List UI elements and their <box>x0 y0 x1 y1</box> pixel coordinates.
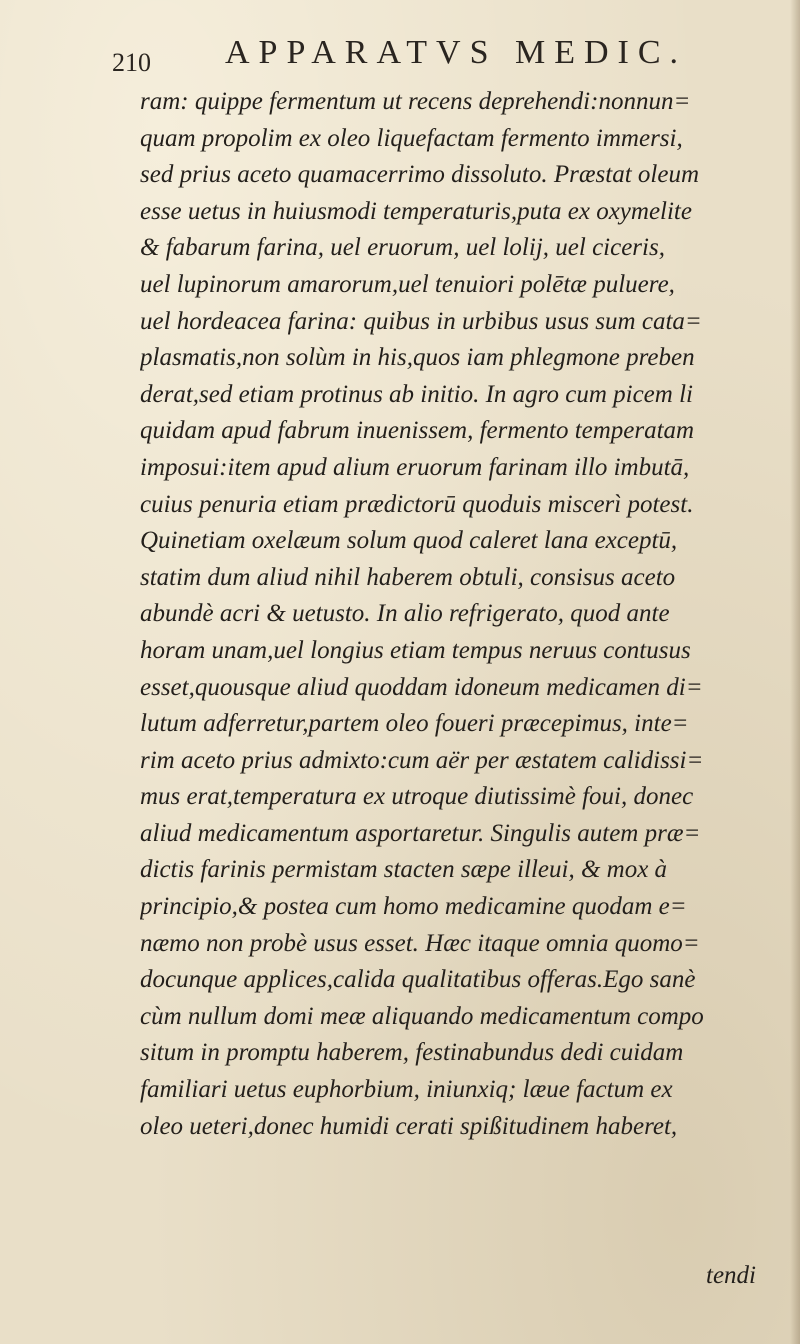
text-line: derat,sed etiam protinus ab initio. In agro cum picem li <box>140 380 693 408</box>
text-line: quidam apud fabrum inuenissem, fermento temperatam <box>140 417 695 445</box>
page-header <box>0 30 800 80</box>
text-line: docunque applices,calida qualitatibus offeras.Ego sanè <box>140 966 696 994</box>
text-line: dictis farinis permistam stacten sæpe illeui, & mox à <box>140 856 668 884</box>
text-line: sed prius aceto quamacerrimo dissoluto. Præstat oleum <box>140 161 700 189</box>
text-line: oleo ueteri,donec humidi cerati spißitudinem haberet, <box>140 1112 678 1140</box>
text-line: situm in promptu haberem, festinabundus dedi cuidam <box>140 1039 684 1067</box>
text-line: cuius penuria etiam prædictorū quoduis miscerì potest. <box>140 490 694 518</box>
text-line: & fabarum farina, uel eruorum, uel lolij, uel ciceris, <box>140 234 665 262</box>
text-line: uel hordeacea farina: quibus in urbibus usus sum cata= <box>140 307 702 335</box>
page-number: 210 <box>112 48 151 77</box>
text-line: statim dum aliud nihil haberem obtuli, consisus aceto <box>140 563 676 591</box>
text-line: cùm nullum domi meæ aliquando medicamentum compo <box>140 1002 704 1030</box>
text-line: ram: quippe fermentum ut recens deprehendi:nonnun= <box>140 88 691 115</box>
page-edge-shadow <box>790 0 800 1344</box>
text-line: familiari uetus euphorbium, iniunxiq; læue factum ex <box>140 1076 673 1104</box>
text-line: quam propolim ex oleo liquefactam fermento immersi, <box>140 124 683 152</box>
text-line: imposui:item apud alium eruorum farinam illo imbutā, <box>140 453 690 481</box>
text-line: principio,& postea cum homo medicamine quodam e= <box>140 893 687 921</box>
text-line: horam unam,uel longius etiam tempus neruus contusus <box>140 636 691 664</box>
text-line: rim aceto prius admixto:cum aër per æstatem calidissi= <box>140 746 704 774</box>
running-title: APPARATVS MEDIC. <box>225 34 688 71</box>
text-line: næmo non probè usus esset. Hæc itaque omnia quomo= <box>140 929 700 957</box>
text-line: esse uetus in huiusmodi temperaturis,puta ex oxymelite <box>140 197 692 225</box>
body-text <box>140 84 790 1145</box>
text-line: aliud medicamentum asportaretur. Singulis autem præ= <box>140 819 701 847</box>
text-line: esset,quousque aliud quoddam idoneum medicamen di= <box>140 673 703 701</box>
text-line: abundè acri & uetusto. In alio refrigerato, quod ante <box>140 600 670 628</box>
text-line: mus erat,temperatura ex utroque diutissimè foui, donec <box>140 783 694 811</box>
text-line: lutum adferretur,partem oleo foueri præcepimus, inte= <box>140 710 689 738</box>
text-line: plasmatis,non solùm in his,quos iam phlegmone preben <box>140 344 695 372</box>
text-line: uel lupinorum amarorum,uel tenuiori polētæ puluere, <box>140 270 675 298</box>
catchword: tendi <box>706 1262 756 1289</box>
text-line: Quinetiam oxelæum solum quod caleret lana exceptū, <box>140 527 678 555</box>
